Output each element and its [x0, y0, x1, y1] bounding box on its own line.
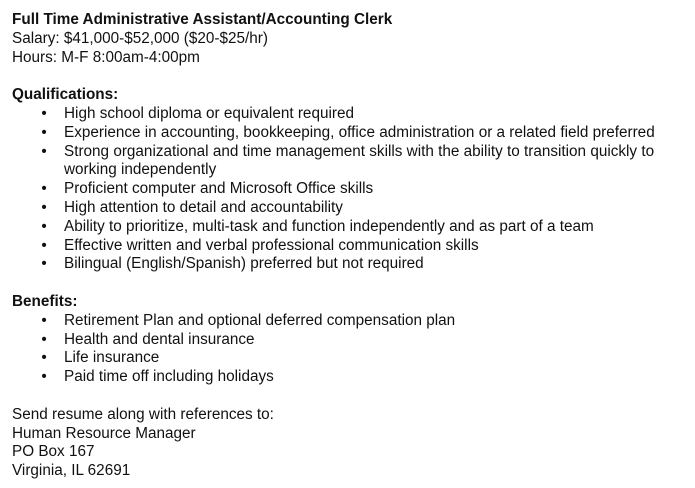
list-item	[12, 105, 692, 124]
list-item	[12, 331, 692, 350]
salary-line: Salary: $41,000-$52,000 ($20-$25/hr)	[12, 29, 268, 47]
list-item	[12, 218, 692, 237]
qualifications-heading: Qualifications:	[12, 86, 119, 104]
list-item-text: Health and dental insurance	[64, 330, 255, 348]
spacer	[12, 67, 692, 86]
bullet-icon: •	[41, 123, 47, 141]
list-item	[12, 124, 692, 143]
bullet-icon: •	[41, 330, 47, 348]
bullet-icon: •	[41, 104, 47, 122]
list-item-text: High school diploma or equivalent required	[64, 104, 354, 122]
list-item-text: Bilingual (English/Spanish) preferred but not required	[64, 255, 424, 273]
benefits-list	[12, 312, 692, 387]
list-item	[12, 199, 692, 218]
job-title: Full Time Administrative Assistant/Accounting Clerk	[12, 11, 393, 28]
spacer	[12, 274, 692, 293]
bullet-icon: •	[41, 180, 47, 198]
list-item	[12, 349, 692, 368]
list-item-text: Strong organizational and time management skills with the ability to transition quickly to working independently	[64, 142, 655, 179]
spacer	[12, 387, 692, 406]
bullet-icon: •	[41, 217, 47, 235]
list-item	[12, 255, 692, 274]
contact-address: PO Box 167	[12, 443, 95, 461]
bullet-icon: •	[41, 198, 47, 216]
list-item-text: Experience in accounting, bookkeeping, office administration or a related field preferred	[64, 123, 655, 141]
list-item-text: Effective written and verbal professional communication skills	[64, 236, 479, 254]
contact-recipient: Human Resource Manager	[12, 424, 196, 442]
list-item	[12, 368, 692, 387]
bullet-icon: •	[41, 311, 47, 329]
list-item-text: Ability to prioritize, multi-task and function independently and as part of a team	[64, 217, 594, 235]
hours-line: Hours: M-F 8:00am-4:00pm	[12, 48, 200, 66]
benefits-heading: Benefits:	[12, 292, 78, 310]
list-item-text: Retirement Plan and optional deferred compensation plan	[64, 311, 456, 329]
bullet-icon: •	[41, 255, 47, 273]
list-item	[12, 237, 692, 256]
list-item-text: Life insurance	[64, 349, 160, 367]
list-item-text: High attention to detail and accountability	[64, 198, 343, 216]
list-item	[12, 312, 692, 331]
list-item-text: Proficient computer and Microsoft Office skills	[64, 180, 374, 198]
contact-city: Virginia, IL 62691	[12, 462, 131, 480]
list-item	[12, 143, 692, 181]
qualifications-list	[12, 105, 692, 274]
list-item	[12, 180, 692, 199]
list-item-text: Paid time off including holidays	[64, 368, 274, 386]
bullet-icon: •	[41, 349, 47, 367]
bullet-icon: •	[41, 236, 47, 254]
bullet-icon: •	[41, 142, 47, 160]
job-posting	[12, 11, 692, 481]
contact-intro: Send resume along with references to:	[12, 405, 274, 423]
bullet-icon: •	[41, 368, 47, 386]
